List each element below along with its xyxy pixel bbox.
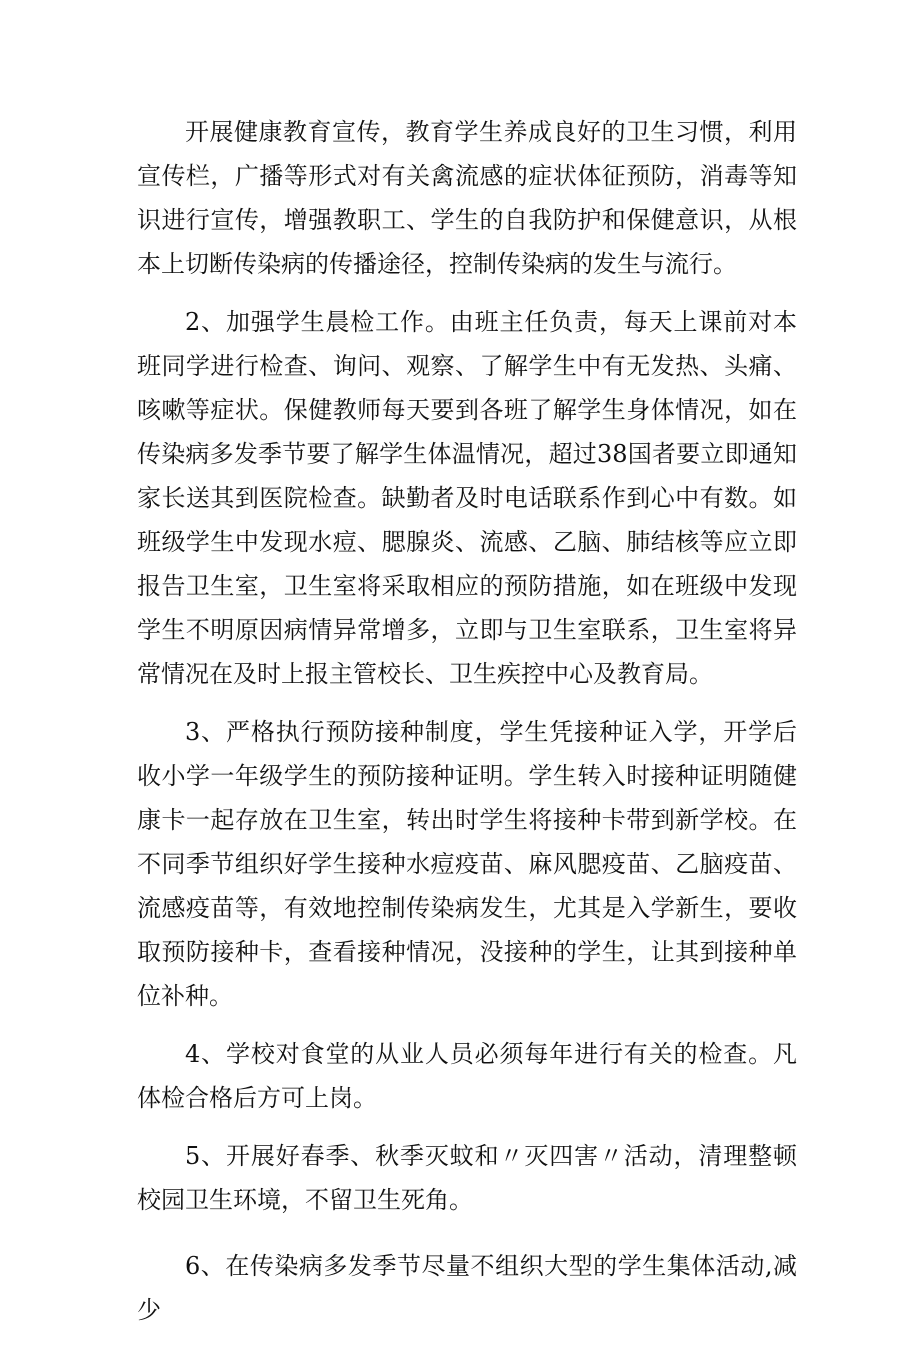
paragraph-morning-check: 2、加强学生晨检工作。由班主任负责，每天上课前对本班同学进行检查、询问、观察、了解学生中有无发热、头痛、咳嗽等症状。保健教师每天要到各班了解学生身体情况，如在传染病多发季节要了解学生体温情况，超过38国者要立即通知家长送其到医院检查。缺勤者及时电话联系作到心中有数。如班级学生中发现水痘、腮腺炎、流感、乙脑、肺结核等应立即报告卫生室，卫生室将采取相应的预防措施，如在班级中发现学生不明原因病情异常增多，立即与卫生室联系，卫生室将异常情况在及时上报主管校长、卫生疾控中心及教育局。 [137,308,797,688]
document-body [137,110,797,1346]
paragraph-vaccination: 3、严格执行预防接种制度，学生凭接种证入学，开学后收小学一年级学生的预防接种证明。学生转入时接种证明随健康卡一起存放在卫生室，转出时学生将接种卡带到新学校。在不同季节组织好学生接种水痘疫苗、麻风腮疫苗、乙脑疫苗、流感疫苗等，有效地控制传染病发生，尤其是入学新生，要收取预防接种卡，查看接种情况，没接种的学生，让其到接种单位补种。 [137,718,797,1010]
paragraph-canteen-staff: 4、学校对食堂的从业人员必须每年进行有关的检查。凡体检合格后方可上岗。 [137,1040,797,1112]
paragraph-health-education: 开展健康教育宣传，教育学生养成良好的卫生习惯，利用宣传栏，广播等形式对有关禽流感的症状体征预防，消毒等知识进行宣传，增强教职工、学生的自我防护和保健意识，从根本上切断传染病的传播途径，控制传染病的发生与流行。 [137,118,797,278]
paragraph-pest-control: 5、开展好春季、秋季灭蚊和〃灭四害〃活动，清理整顿校园卫生环境，不留卫生死角。 [137,1142,797,1214]
paragraph-group-activities: 6、在传染病多发季节尽量不组织大型的学生集体活动,减少 [137,1252,797,1324]
